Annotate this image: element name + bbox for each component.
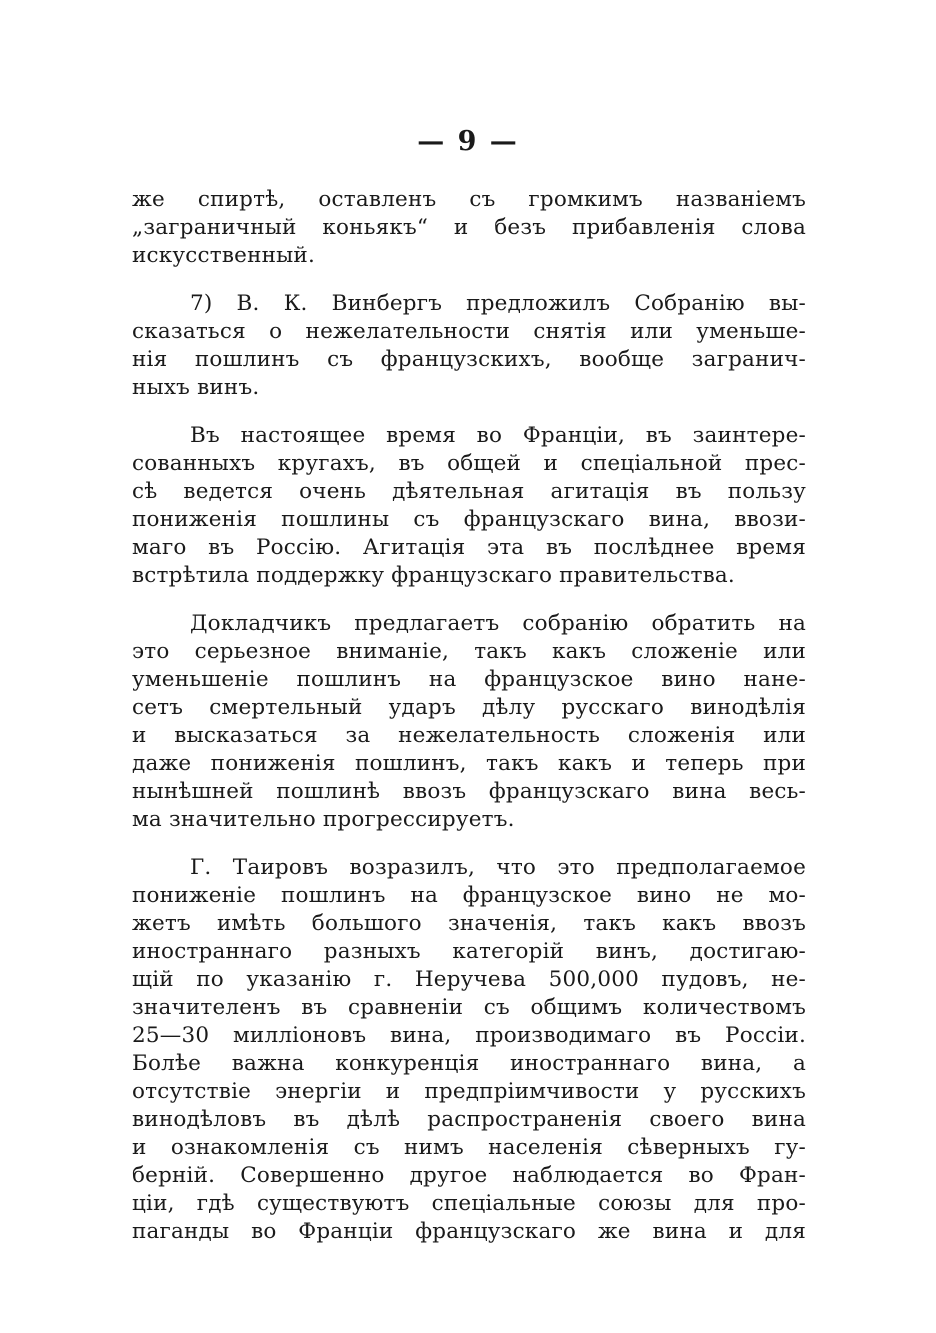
- paragraph: [132, 186, 806, 270]
- text-line: пониженіе пошлинъ на французское вино не мо-: [132, 883, 806, 908]
- page-number: — 9 —: [417, 126, 519, 157]
- text-line: „заграничный коньякъ“ и безъ прибавленія слова: [132, 215, 806, 240]
- text-line: значителенъ въ сравненіи съ общимъ количествомъ: [132, 995, 806, 1020]
- text-line: жетъ имѣть большого значенія, такъ какъ ввозъ: [132, 911, 806, 936]
- text-line: ма значительно прогрессируетъ.: [132, 807, 515, 832]
- text-line: нынѣшней пошлинѣ ввозъ французскаго вина весь-: [132, 779, 806, 804]
- text-line: Въ настоящее время во Франціи, въ заинтере-: [190, 423, 806, 448]
- text-line: ціи, гдѣ существуютъ спеціальные союзы для про-: [132, 1191, 806, 1216]
- text-line: сѣ ведется очень дѣятельная агитація въ пользу: [132, 479, 806, 504]
- text-line: паганды во Франціи французскаго же вина и для: [132, 1219, 806, 1244]
- text-line: сованныхъ кругахъ, въ общей и спеціальной прес-: [132, 451, 806, 476]
- text-line: отсутствіе энергіи и предпріимчивости у русскихъ: [132, 1079, 806, 1104]
- paragraph: [132, 422, 806, 590]
- text-line: 7) В. К. Винбергъ предложилъ Собранію вы-: [190, 291, 806, 316]
- text-line: иностраннаго разныхъ категорій винъ, достигаю-: [132, 939, 806, 964]
- paragraph: [132, 610, 806, 834]
- text-line: винодѣловъ въ дѣлѣ распространенія своего вина: [132, 1107, 806, 1132]
- text-line: встрѣтила поддержку французскаго правительства.: [132, 563, 735, 588]
- text-line: щій по указанію г. Неручева 500,000 пудовъ, не-: [132, 967, 806, 992]
- text-line: искусственный.: [132, 243, 315, 268]
- text-line: ныхъ винъ.: [132, 375, 260, 400]
- text-line: и высказаться за нежелательность сложенія или: [132, 723, 806, 748]
- text-line: пониженія пошлины съ французскаго вина, ввози-: [132, 507, 806, 532]
- text-line: и ознакомленія съ нимъ населенія сѣверныхъ гу-: [132, 1135, 806, 1160]
- text-line: берній. Совершенно другое наблюдается во Фран-: [132, 1163, 806, 1188]
- text-line: даже пониженія пошлинъ, такъ какъ и теперь при: [132, 751, 806, 776]
- text-line: сказаться о нежелательности снятія или уменьше-: [132, 319, 806, 344]
- paragraph: [132, 290, 806, 402]
- text-line: сетъ смертельный ударъ дѣлу русскаго винодѣлія: [132, 695, 806, 720]
- paragraph: [132, 854, 806, 1246]
- text-line: уменьшеніе пошлинъ на французское вино нане-: [132, 667, 806, 692]
- text-line: Докладчикъ предлагаетъ собранію обратить на: [190, 611, 806, 636]
- text-line: 25—30 милліоновъ вина, производимаго въ Россіи.: [132, 1023, 806, 1048]
- text-line: это серьезное вниманіе, такъ какъ сложеніе или: [132, 639, 806, 664]
- text-line: нія пошлинъ съ французскихъ, вообще загранич-: [132, 347, 806, 372]
- text-line: же спиртѣ, оставленъ съ громкимъ названіемъ: [132, 187, 806, 212]
- body-text: [132, 186, 806, 1266]
- text-line: маго въ Россію. Агитація эта въ послѣднее время: [132, 535, 806, 560]
- text-line: Болѣе важна конкуренція иностраннаго вина, а: [132, 1051, 806, 1076]
- text-line: Г. Таировъ возразилъ, что это предполагаемое: [190, 855, 806, 880]
